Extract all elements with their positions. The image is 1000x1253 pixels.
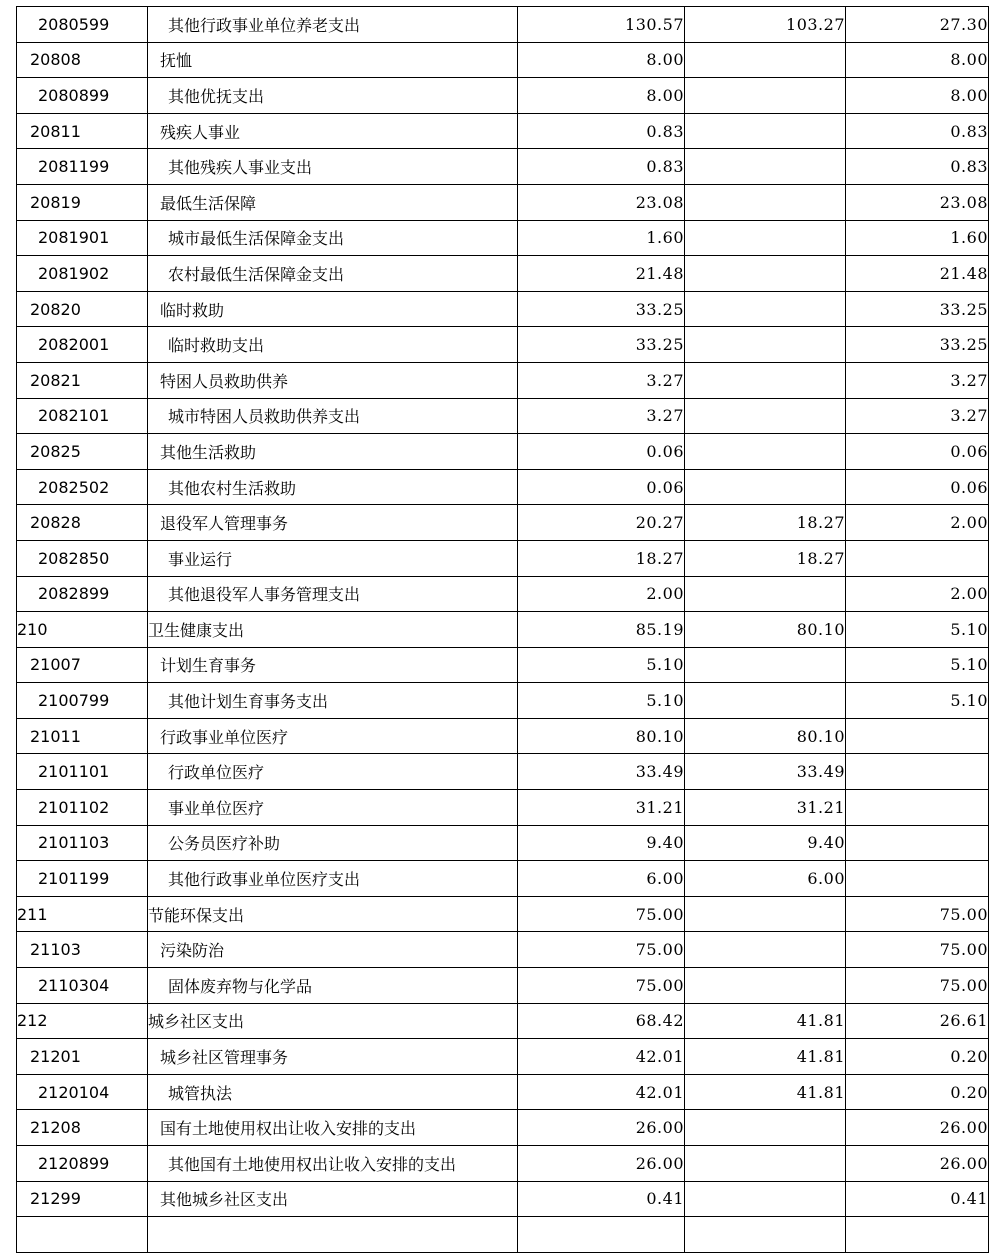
category-code-cell: 2081199 xyxy=(17,149,148,185)
table-row xyxy=(17,1039,989,1075)
total-amount-cell: 26.00 xyxy=(518,1110,685,1146)
category-code-cell: 2101101 xyxy=(17,754,148,790)
table-row xyxy=(17,256,989,292)
table-row xyxy=(17,327,989,363)
category-code-cell: 211 xyxy=(17,896,148,932)
project-expenditure-cell: 2.00 xyxy=(846,505,989,541)
project-expenditure-cell: 0.20 xyxy=(846,1074,989,1110)
table-row xyxy=(17,78,989,114)
project-expenditure-cell xyxy=(846,825,989,861)
total-amount-cell: 75.00 xyxy=(518,968,685,1004)
category-name-cell: 特困人员救助供养 xyxy=(148,362,518,398)
table-row xyxy=(17,825,989,861)
budget-table xyxy=(16,6,989,1253)
category-code-cell: 2100799 xyxy=(17,683,148,719)
table-row xyxy=(17,113,989,149)
category-name-cell: 计划生育事务 xyxy=(148,647,518,683)
category-name-cell: 其他计划生育事务支出 xyxy=(148,683,518,719)
category-name-cell: 残疾人事业 xyxy=(148,113,518,149)
basic-expenditure-cell xyxy=(685,256,846,292)
total-amount-cell: 20.27 xyxy=(518,505,685,541)
project-expenditure-cell: 0.06 xyxy=(846,469,989,505)
category-name-cell: 行政单位医疗 xyxy=(148,754,518,790)
category-code-cell: 2110304 xyxy=(17,968,148,1004)
category-name-cell: 城市最低生活保障金支出 xyxy=(148,220,518,256)
total-amount-cell: 75.00 xyxy=(518,896,685,932)
basic-expenditure-cell xyxy=(685,149,846,185)
table-row xyxy=(17,434,989,470)
basic-expenditure-cell xyxy=(685,362,846,398)
basic-expenditure-cell: 80.10 xyxy=(685,612,846,648)
category-code-cell: 20819 xyxy=(17,184,148,220)
category-code-cell: 20828 xyxy=(17,505,148,541)
basic-expenditure-cell xyxy=(685,184,846,220)
table-row xyxy=(17,1146,989,1182)
project-expenditure-cell: 23.08 xyxy=(846,184,989,220)
category-name-cell: 事业运行 xyxy=(148,540,518,576)
total-amount-cell: 1.60 xyxy=(518,220,685,256)
basic-expenditure-cell xyxy=(685,932,846,968)
table-row xyxy=(17,1110,989,1146)
total-amount-cell: 8.00 xyxy=(518,42,685,78)
category-code-cell: 212 xyxy=(17,1003,148,1039)
total-amount-cell: 3.27 xyxy=(518,398,685,434)
total-amount-cell: 33.49 xyxy=(518,754,685,790)
total-amount-cell: 2.00 xyxy=(518,576,685,612)
total-amount-cell: 31.21 xyxy=(518,790,685,826)
table-row xyxy=(17,1181,989,1217)
category-name-cell: 其他城乡社区支出 xyxy=(148,1181,518,1217)
table-row xyxy=(17,42,989,78)
category-code-cell: 21201 xyxy=(17,1039,148,1075)
category-code-cell: 20821 xyxy=(17,362,148,398)
category-name-cell: 城乡社区管理事务 xyxy=(148,1039,518,1075)
total-amount-cell: 0.06 xyxy=(518,434,685,470)
basic-expenditure-cell xyxy=(685,78,846,114)
category-name-cell: 固体废弃物与化学品 xyxy=(148,968,518,1004)
total-amount-cell: 0.83 xyxy=(518,113,685,149)
project-expenditure-cell: 21.48 xyxy=(846,256,989,292)
total-amount-cell: 26.00 xyxy=(518,1146,685,1182)
basic-expenditure-cell xyxy=(685,1110,846,1146)
basic-expenditure-cell: 18.27 xyxy=(685,540,846,576)
basic-expenditure-cell xyxy=(685,576,846,612)
basic-expenditure-cell: 18.27 xyxy=(685,505,846,541)
basic-expenditure-cell xyxy=(685,1181,846,1217)
table-row xyxy=(17,896,989,932)
project-expenditure-cell: 5.10 xyxy=(846,647,989,683)
basic-expenditure-cell: 80.10 xyxy=(685,718,846,754)
category-name-cell xyxy=(148,1217,518,1253)
total-amount-cell: 42.01 xyxy=(518,1039,685,1075)
category-name-cell: 卫生健康支出 xyxy=(148,612,518,648)
category-code-cell: 2082850 xyxy=(17,540,148,576)
project-expenditure-cell: 33.25 xyxy=(846,327,989,363)
table-row xyxy=(17,647,989,683)
category-code-cell: 2082899 xyxy=(17,576,148,612)
basic-expenditure-cell: 41.81 xyxy=(685,1003,846,1039)
category-code-cell: 2081901 xyxy=(17,220,148,256)
category-name-cell: 其他优抚支出 xyxy=(148,78,518,114)
category-code-cell: 21299 xyxy=(17,1181,148,1217)
project-expenditure-cell: 0.83 xyxy=(846,113,989,149)
basic-expenditure-cell xyxy=(685,683,846,719)
category-code-cell: 20808 xyxy=(17,42,148,78)
table-row xyxy=(17,291,989,327)
basic-expenditure-cell xyxy=(685,42,846,78)
category-name-cell: 污染防治 xyxy=(148,932,518,968)
category-code-cell: 2101199 xyxy=(17,861,148,897)
total-amount-cell: 3.27 xyxy=(518,362,685,398)
basic-expenditure-cell xyxy=(685,647,846,683)
category-code-cell: 210 xyxy=(17,612,148,648)
category-name-cell: 最低生活保障 xyxy=(148,184,518,220)
category-code-cell: 21103 xyxy=(17,932,148,968)
table-row xyxy=(17,1217,989,1253)
table-row xyxy=(17,861,989,897)
total-amount-cell: 33.25 xyxy=(518,327,685,363)
project-expenditure-cell xyxy=(846,754,989,790)
category-code-cell: 2080599 xyxy=(17,7,148,43)
project-expenditure-cell: 26.61 xyxy=(846,1003,989,1039)
category-code-cell xyxy=(17,1217,148,1253)
basic-expenditure-cell: 9.40 xyxy=(685,825,846,861)
project-expenditure-cell xyxy=(846,540,989,576)
category-name-cell: 其他国有土地使用权出让收入安排的支出 xyxy=(148,1146,518,1182)
total-amount-cell: 5.10 xyxy=(518,647,685,683)
category-code-cell: 2120899 xyxy=(17,1146,148,1182)
category-code-cell: 2101103 xyxy=(17,825,148,861)
total-amount-cell: 80.10 xyxy=(518,718,685,754)
table-row xyxy=(17,540,989,576)
basic-expenditure-cell xyxy=(685,291,846,327)
project-expenditure-cell: 27.30 xyxy=(846,7,989,43)
category-code-cell: 21208 xyxy=(17,1110,148,1146)
total-amount-cell: 8.00 xyxy=(518,78,685,114)
basic-expenditure-cell: 31.21 xyxy=(685,790,846,826)
table-row xyxy=(17,718,989,754)
category-name-cell: 退役军人管理事务 xyxy=(148,505,518,541)
basic-expenditure-cell: 103.27 xyxy=(685,7,846,43)
project-expenditure-cell: 0.06 xyxy=(846,434,989,470)
project-expenditure-cell: 8.00 xyxy=(846,78,989,114)
category-name-cell: 事业单位医疗 xyxy=(148,790,518,826)
table-row xyxy=(17,220,989,256)
table-row xyxy=(17,576,989,612)
total-amount-cell xyxy=(518,1217,685,1253)
table-row xyxy=(17,612,989,648)
total-amount-cell: 0.06 xyxy=(518,469,685,505)
table-row xyxy=(17,149,989,185)
project-expenditure-cell xyxy=(846,790,989,826)
project-expenditure-cell: 0.41 xyxy=(846,1181,989,1217)
basic-expenditure-cell xyxy=(685,398,846,434)
project-expenditure-cell: 5.10 xyxy=(846,612,989,648)
table-row xyxy=(17,932,989,968)
category-name-cell: 其他农村生活救助 xyxy=(148,469,518,505)
category-name-cell: 其他行政事业单位医疗支出 xyxy=(148,861,518,897)
basic-expenditure-cell xyxy=(685,327,846,363)
total-amount-cell: 0.41 xyxy=(518,1181,685,1217)
category-name-cell: 其他生活救助 xyxy=(148,434,518,470)
basic-expenditure-cell: 6.00 xyxy=(685,861,846,897)
total-amount-cell: 42.01 xyxy=(518,1074,685,1110)
table-row xyxy=(17,1003,989,1039)
table-row xyxy=(17,1074,989,1110)
project-expenditure-cell: 0.83 xyxy=(846,149,989,185)
category-name-cell: 公务员医疗补助 xyxy=(148,825,518,861)
project-expenditure-cell: 8.00 xyxy=(846,42,989,78)
basic-expenditure-cell xyxy=(685,1217,846,1253)
basic-expenditure-cell xyxy=(685,1146,846,1182)
project-expenditure-cell: 3.27 xyxy=(846,398,989,434)
category-name-cell: 城市特困人员救助供养支出 xyxy=(148,398,518,434)
budget-table-body xyxy=(17,7,989,1253)
category-code-cell: 20811 xyxy=(17,113,148,149)
category-code-cell: 2120104 xyxy=(17,1074,148,1110)
table-row xyxy=(17,398,989,434)
table-row xyxy=(17,362,989,398)
project-expenditure-cell: 5.10 xyxy=(846,683,989,719)
project-expenditure-cell: 2.00 xyxy=(846,576,989,612)
project-expenditure-cell: 33.25 xyxy=(846,291,989,327)
basic-expenditure-cell: 41.81 xyxy=(685,1039,846,1075)
category-code-cell: 2080899 xyxy=(17,78,148,114)
category-name-cell: 节能环保支出 xyxy=(148,896,518,932)
project-expenditure-cell: 1.60 xyxy=(846,220,989,256)
category-code-cell: 2081902 xyxy=(17,256,148,292)
basic-expenditure-cell xyxy=(685,113,846,149)
category-name-cell: 城乡社区支出 xyxy=(148,1003,518,1039)
basic-expenditure-cell: 33.49 xyxy=(685,754,846,790)
category-code-cell: 21011 xyxy=(17,718,148,754)
project-expenditure-cell: 3.27 xyxy=(846,362,989,398)
total-amount-cell: 18.27 xyxy=(518,540,685,576)
basic-expenditure-cell xyxy=(685,434,846,470)
total-amount-cell: 75.00 xyxy=(518,932,685,968)
category-code-cell: 20825 xyxy=(17,434,148,470)
total-amount-cell: 23.08 xyxy=(518,184,685,220)
total-amount-cell: 6.00 xyxy=(518,861,685,897)
table-row xyxy=(17,754,989,790)
project-expenditure-cell: 0.20 xyxy=(846,1039,989,1075)
category-name-cell: 其他行政事业单位养老支出 xyxy=(148,7,518,43)
table-row xyxy=(17,683,989,719)
basic-expenditure-cell: 41.81 xyxy=(685,1074,846,1110)
category-code-cell: 2082502 xyxy=(17,469,148,505)
basic-expenditure-cell xyxy=(685,220,846,256)
category-code-cell: 2101102 xyxy=(17,790,148,826)
basic-expenditure-cell xyxy=(685,469,846,505)
table-row xyxy=(17,184,989,220)
total-amount-cell: 21.48 xyxy=(518,256,685,292)
table-row xyxy=(17,469,989,505)
project-expenditure-cell xyxy=(846,1217,989,1253)
category-name-cell: 国有土地使用权出让收入安排的支出 xyxy=(148,1110,518,1146)
total-amount-cell: 9.40 xyxy=(518,825,685,861)
category-name-cell: 抚恤 xyxy=(148,42,518,78)
total-amount-cell: 33.25 xyxy=(518,291,685,327)
total-amount-cell: 130.57 xyxy=(518,7,685,43)
category-name-cell: 其他退役军人事务管理支出 xyxy=(148,576,518,612)
project-expenditure-cell: 26.00 xyxy=(846,1110,989,1146)
project-expenditure-cell: 75.00 xyxy=(846,932,989,968)
total-amount-cell: 85.19 xyxy=(518,612,685,648)
total-amount-cell: 68.42 xyxy=(518,1003,685,1039)
category-code-cell: 2082001 xyxy=(17,327,148,363)
category-name-cell: 其他残疾人事业支出 xyxy=(148,149,518,185)
table-row xyxy=(17,790,989,826)
category-code-cell: 21007 xyxy=(17,647,148,683)
table-row xyxy=(17,7,989,43)
category-name-cell: 农村最低生活保障金支出 xyxy=(148,256,518,292)
category-name-cell: 行政事业单位医疗 xyxy=(148,718,518,754)
project-expenditure-cell xyxy=(846,861,989,897)
table-row xyxy=(17,968,989,1004)
project-expenditure-cell: 75.00 xyxy=(846,896,989,932)
basic-expenditure-cell xyxy=(685,968,846,1004)
total-amount-cell: 5.10 xyxy=(518,683,685,719)
project-expenditure-cell: 75.00 xyxy=(846,968,989,1004)
category-name-cell: 城管执法 xyxy=(148,1074,518,1110)
table-row xyxy=(17,505,989,541)
category-name-cell: 临时救助支出 xyxy=(148,327,518,363)
total-amount-cell: 0.83 xyxy=(518,149,685,185)
project-expenditure-cell xyxy=(846,718,989,754)
category-code-cell: 20820 xyxy=(17,291,148,327)
project-expenditure-cell: 26.00 xyxy=(846,1146,989,1182)
basic-expenditure-cell xyxy=(685,896,846,932)
category-name-cell: 临时救助 xyxy=(148,291,518,327)
category-code-cell: 2082101 xyxy=(17,398,148,434)
